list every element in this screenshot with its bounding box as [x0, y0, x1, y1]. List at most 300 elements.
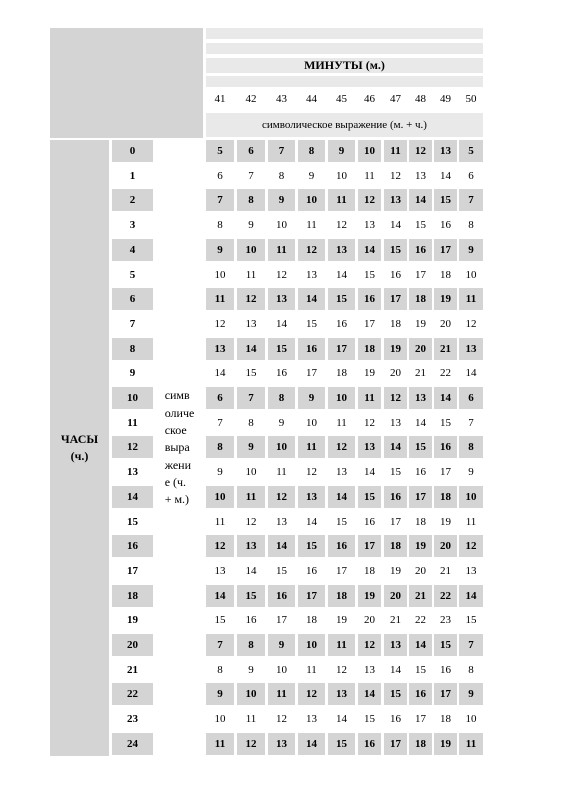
value-cell: 21: [440, 565, 451, 577]
value-cell: 21: [415, 367, 426, 379]
hour-label: 22: [112, 683, 153, 705]
value-cell: 14: [459, 585, 483, 607]
minute-header: 47: [390, 93, 401, 105]
value-cell: 17: [364, 318, 375, 330]
minute-header: 43: [276, 93, 287, 105]
value-cell: 17: [390, 516, 401, 528]
value-cell: 13: [268, 733, 295, 755]
value-cell: 7: [217, 417, 223, 429]
value-cell: 15: [214, 614, 226, 626]
value-cell: 13: [459, 338, 483, 360]
value-cell: 15: [245, 367, 257, 379]
value-cell: 10: [459, 486, 483, 508]
value-cell: 13: [390, 417, 401, 429]
value-cell: 12: [328, 436, 355, 458]
value-cell: 18: [440, 269, 451, 281]
value-cell: 14: [434, 387, 457, 409]
value-cell: 17: [328, 338, 355, 360]
value-cell: 14: [245, 565, 257, 577]
value-cell: 11: [298, 436, 325, 458]
value-cell: 13: [268, 288, 295, 310]
value-cell: 19: [434, 288, 457, 310]
value-cell: 19: [415, 318, 426, 330]
minute-header: 48: [415, 93, 426, 105]
value-cell: 17: [415, 713, 426, 725]
value-cell: 16: [298, 338, 325, 360]
value-cell: 15: [268, 338, 295, 360]
value-cell: 7: [468, 417, 474, 429]
value-cell: 15: [434, 189, 457, 211]
value-cell: 14: [237, 338, 265, 360]
value-cell: 10: [465, 269, 477, 281]
value-cell: 17: [384, 733, 407, 755]
value-cell: 16: [364, 516, 375, 528]
value-cell: 17: [358, 535, 381, 557]
value-cell: 20: [409, 338, 432, 360]
value-cell: 9: [459, 239, 483, 261]
value-cell: 11: [268, 239, 295, 261]
value-cell: 9: [308, 170, 315, 182]
value-cell: 12: [298, 683, 325, 705]
value-cell: 18: [415, 516, 426, 528]
value-cell: 19: [390, 565, 401, 577]
value-cell: 12: [306, 466, 317, 478]
header-band: [206, 76, 483, 87]
expression-line: жени: [164, 457, 191, 472]
value-cell: 9: [298, 387, 325, 409]
value-cell: 12: [364, 417, 375, 429]
value-cell: 7: [206, 634, 234, 656]
value-cell: 14: [306, 516, 317, 528]
value-cell: 19: [434, 733, 457, 755]
value-cell: 10: [336, 170, 347, 182]
value-cell: 13: [465, 565, 477, 577]
value-cell: 15: [440, 417, 451, 429]
value-cell: 16: [358, 733, 381, 755]
minute-header: 49: [440, 93, 451, 105]
value-cell: 8: [268, 387, 295, 409]
value-cell: 12: [336, 664, 347, 676]
value-cell: 5: [459, 140, 483, 162]
value-cell: 10: [328, 387, 355, 409]
value-cell: 13: [364, 219, 375, 231]
value-cell: 12: [298, 239, 325, 261]
value-cell: 16: [268, 585, 295, 607]
value-cell: 14: [390, 664, 401, 676]
value-cell: 13: [415, 170, 426, 182]
value-cell: 12: [358, 634, 381, 656]
value-cell: 15: [415, 219, 426, 231]
hour-label: 24: [112, 733, 153, 755]
value-cell: 15: [384, 239, 407, 261]
value-cell: 11: [245, 269, 257, 281]
value-cell: 11: [306, 664, 317, 676]
value-cell: 13: [364, 664, 375, 676]
value-cell: 14: [409, 634, 432, 656]
value-cell: 19: [336, 614, 347, 626]
value-cell: 18: [336, 367, 347, 379]
value-cell: 14: [298, 288, 325, 310]
value-cell: 20: [384, 585, 407, 607]
header-band: [206, 43, 483, 54]
value-cell: 12: [465, 318, 477, 330]
value-cell: 15: [415, 664, 426, 676]
value-cell: 18: [328, 585, 355, 607]
value-cell: 22: [434, 585, 457, 607]
hour-label: 20: [112, 634, 153, 656]
value-cell: 8: [298, 140, 325, 162]
value-cell: 22: [415, 614, 426, 626]
value-cell: 10: [214, 269, 226, 281]
value-cell: 9: [278, 417, 285, 429]
value-cell: 15: [409, 436, 432, 458]
value-cell: 12: [268, 486, 295, 508]
value-cell: 10: [268, 436, 295, 458]
value-cell: 19: [409, 535, 432, 557]
value-cell: 7: [459, 634, 483, 656]
value-cell: 16: [358, 288, 381, 310]
value-cell: 12: [276, 713, 287, 725]
value-cell: 9: [248, 219, 254, 231]
value-cell: 7: [237, 387, 265, 409]
value-cell: 13: [206, 338, 234, 360]
value-cell: 16: [390, 269, 401, 281]
value-cell: 12: [237, 733, 265, 755]
hour-label: 2: [112, 189, 153, 211]
value-cell: 9: [237, 436, 265, 458]
value-cell: 9: [268, 189, 295, 211]
value-cell: 19: [440, 516, 451, 528]
minute-header: 41: [214, 93, 226, 105]
value-cell: 8: [217, 664, 223, 676]
value-cell: 18: [384, 535, 407, 557]
value-cell: 13: [358, 436, 381, 458]
value-cell: 13: [384, 634, 407, 656]
value-cell: 22: [440, 367, 451, 379]
hour-label: 21: [127, 664, 138, 676]
value-cell: 16: [328, 535, 355, 557]
value-cell: 16: [384, 486, 407, 508]
value-cell: 16: [409, 683, 432, 705]
hour-label: 7: [129, 318, 136, 330]
minute-header: 42: [245, 93, 257, 105]
value-cell: 14: [276, 318, 287, 330]
value-cell: 19: [364, 367, 375, 379]
value-cell: 14: [336, 713, 347, 725]
hour-label: 18: [112, 585, 153, 607]
value-cell: 14: [214, 367, 226, 379]
value-cell: 15: [336, 516, 347, 528]
value-cell: 21: [409, 585, 432, 607]
value-cell: 18: [440, 713, 451, 725]
expression-line: выра: [164, 440, 190, 455]
value-cell: 15: [328, 733, 355, 755]
value-cell: 7: [268, 140, 295, 162]
value-cell: 15: [364, 713, 375, 725]
value-cell: 14: [440, 170, 451, 182]
value-cell: 12: [276, 269, 287, 281]
value-cell: 17: [415, 269, 426, 281]
value-cell: 12: [206, 535, 234, 557]
value-cell: 15: [298, 535, 325, 557]
value-cell: 11: [328, 189, 355, 211]
value-cell: 9: [459, 683, 483, 705]
value-cell: 15: [237, 585, 265, 607]
value-cell: 9: [468, 466, 474, 478]
value-cell: 6: [468, 170, 474, 182]
value-cell: 18: [409, 733, 432, 755]
minute-header: 44: [306, 93, 317, 105]
value-cell: 13: [245, 318, 257, 330]
value-cell: 11: [364, 170, 375, 182]
value-cell: 20: [415, 565, 426, 577]
value-cell: 19: [358, 585, 381, 607]
hour-label: 1: [129, 170, 136, 182]
value-cell: 13: [434, 140, 457, 162]
value-cell: 14: [415, 417, 426, 429]
value-cell: 20: [364, 614, 375, 626]
minute-header: 50: [465, 93, 477, 105]
value-cell: 16: [440, 219, 451, 231]
value-cell: 8: [237, 634, 265, 656]
hour-label: 13: [127, 466, 138, 478]
value-cell: 11: [384, 140, 407, 162]
value-cell: 10: [276, 664, 287, 676]
value-cell: 17: [384, 288, 407, 310]
value-cell: 17: [306, 367, 317, 379]
hour-label: 19: [127, 614, 138, 626]
hours-title-line1: ЧАСЫ: [60, 432, 99, 447]
value-cell: 16: [306, 565, 317, 577]
value-cell: 13: [336, 466, 347, 478]
value-cell: 6: [237, 140, 265, 162]
expression-line: + м.): [164, 492, 190, 507]
minute-header: 45: [336, 93, 347, 105]
value-cell: 7: [206, 189, 234, 211]
value-cell: 20: [390, 367, 401, 379]
hour-label: 8: [112, 338, 153, 360]
hour-label: 12: [112, 436, 153, 458]
value-cell: 11: [328, 634, 355, 656]
value-cell: 11: [465, 516, 477, 528]
value-cell: 9: [248, 664, 254, 676]
expression-label: символическое выражение (м. + ч.): [206, 113, 483, 137]
hour-label: 17: [127, 565, 138, 577]
hour-label: 3: [129, 219, 136, 231]
value-cell: 20: [440, 318, 451, 330]
value-cell: 12: [358, 189, 381, 211]
hour-label: 10: [112, 387, 153, 409]
expression-line: симв: [164, 388, 190, 403]
value-cell: 15: [328, 288, 355, 310]
value-cell: 17: [336, 565, 347, 577]
value-cell: 13: [214, 565, 226, 577]
value-cell: 12: [409, 140, 432, 162]
value-cell: 11: [237, 486, 265, 508]
value-cell: 14: [358, 239, 381, 261]
value-cell: 18: [390, 318, 401, 330]
value-cell: 11: [268, 683, 295, 705]
value-cell: 14: [268, 535, 295, 557]
value-cell: 10: [298, 634, 325, 656]
hour-label: 16: [112, 535, 153, 557]
value-cell: 9: [217, 466, 223, 478]
value-cell: 10: [206, 486, 234, 508]
value-cell: 8: [217, 219, 223, 231]
value-cell: 10: [245, 466, 257, 478]
value-cell: 13: [409, 387, 432, 409]
value-cell: 18: [358, 338, 381, 360]
value-cell: 16: [245, 614, 257, 626]
value-cell: 11: [245, 713, 257, 725]
hour-label: 6: [112, 288, 153, 310]
value-cell: 17: [409, 486, 432, 508]
hour-label: 11: [127, 417, 138, 429]
hour-label: 4: [112, 239, 153, 261]
value-cell: 10: [237, 683, 265, 705]
value-cell: 17: [434, 683, 457, 705]
expression-line: оличе: [164, 405, 195, 420]
value-cell: 13: [237, 535, 265, 557]
value-cell: 8: [206, 436, 234, 458]
value-cell: 12: [237, 288, 265, 310]
value-cell: 19: [384, 338, 407, 360]
value-cell: 9: [268, 634, 295, 656]
value-cell: 13: [306, 269, 317, 281]
value-cell: 10: [237, 239, 265, 261]
value-cell: 15: [434, 634, 457, 656]
value-cell: 7: [459, 189, 483, 211]
value-cell: 13: [306, 713, 317, 725]
value-cell: 8: [459, 436, 483, 458]
value-cell: 11: [206, 288, 234, 310]
value-cell: 10: [276, 219, 287, 231]
value-cell: 12: [214, 318, 226, 330]
value-cell: 17: [298, 585, 325, 607]
value-cell: 8: [468, 664, 474, 676]
header-band: [206, 28, 483, 39]
value-cell: 14: [328, 486, 355, 508]
value-cell: 16: [409, 239, 432, 261]
value-cell: 9: [328, 140, 355, 162]
value-cell: 17: [434, 239, 457, 261]
value-cell: 15: [276, 565, 287, 577]
value-cell: 14: [298, 733, 325, 755]
value-cell: 7: [248, 170, 254, 182]
value-cell: 16: [336, 318, 347, 330]
value-cell: 14: [364, 466, 375, 478]
expression-vertical-text: [165, 387, 195, 509]
value-cell: 12: [336, 219, 347, 231]
value-cell: 14: [358, 683, 381, 705]
hour-label: 5: [129, 269, 136, 281]
hour-label: 9: [129, 367, 136, 379]
value-cell: 13: [328, 683, 355, 705]
value-cell: 21: [390, 614, 401, 626]
value-cell: 14: [465, 367, 477, 379]
value-cell: 6: [459, 387, 483, 409]
hour-label: 23: [127, 713, 138, 725]
expression-line: е (ч.: [164, 475, 187, 490]
value-cell: 17: [276, 614, 287, 626]
value-cell: 9: [206, 683, 234, 705]
value-cell: 16: [434, 436, 457, 458]
value-cell: 12: [390, 170, 401, 182]
value-cell: 16: [390, 713, 401, 725]
value-cell: 15: [306, 318, 317, 330]
value-cell: 13: [328, 239, 355, 261]
minute-header: 46: [364, 93, 375, 105]
value-cell: 10: [358, 140, 381, 162]
value-cell: 11: [206, 733, 234, 755]
value-cell: 10: [298, 189, 325, 211]
value-cell: 12: [384, 387, 407, 409]
value-cell: 11: [459, 288, 483, 310]
value-cell: 6: [206, 387, 234, 409]
value-cell: 15: [364, 269, 375, 281]
value-cell: 10: [306, 417, 317, 429]
value-cell: 11: [214, 516, 226, 528]
value-cell: 14: [384, 436, 407, 458]
value-cell: 14: [336, 269, 347, 281]
hour-label: 15: [127, 516, 138, 528]
hour-label: 0: [112, 140, 153, 162]
expression-column: [156, 140, 203, 756]
value-cell: 23: [440, 614, 451, 626]
value-cell: 6: [217, 170, 223, 182]
value-cell: 8: [468, 219, 474, 231]
value-cell: 14: [206, 585, 234, 607]
value-cell: 14: [409, 189, 432, 211]
value-cell: 15: [390, 466, 401, 478]
value-cell: 20: [434, 535, 457, 557]
value-cell: 8: [278, 170, 285, 182]
value-cell: 11: [459, 733, 483, 755]
value-cell: 13: [298, 486, 325, 508]
value-cell: 18: [409, 288, 432, 310]
value-cell: 17: [440, 466, 451, 478]
hour-label: 14: [112, 486, 153, 508]
value-cell: 13: [276, 516, 287, 528]
value-cell: 10: [214, 713, 226, 725]
value-cell: 16: [440, 664, 451, 676]
value-cell: 11: [358, 387, 381, 409]
value-cell: 11: [306, 219, 317, 231]
value-cell: 11: [336, 417, 347, 429]
value-cell: 21: [434, 338, 457, 360]
value-cell: 18: [306, 614, 317, 626]
value-cell: 18: [434, 486, 457, 508]
value-cell: 9: [206, 239, 234, 261]
value-cell: 13: [384, 189, 407, 211]
expression-line: ское: [164, 422, 187, 437]
minutes-title: МИНУТЫ (м.): [206, 58, 483, 73]
value-cell: 16: [415, 466, 426, 478]
hours-title-line2: (ч.): [70, 449, 89, 463]
hours-title: [50, 140, 109, 756]
corner-block: [50, 28, 203, 138]
value-cell: 11: [276, 466, 287, 478]
value-cell: 18: [364, 565, 375, 577]
value-cell: 5: [206, 140, 234, 162]
value-cell: 16: [276, 367, 287, 379]
value-cell: 8: [237, 189, 265, 211]
value-cell: 14: [390, 219, 401, 231]
value-cell: 12: [459, 535, 483, 557]
value-cell: 10: [465, 713, 477, 725]
value-cell: 15: [465, 614, 477, 626]
value-cell: 8: [248, 417, 254, 429]
